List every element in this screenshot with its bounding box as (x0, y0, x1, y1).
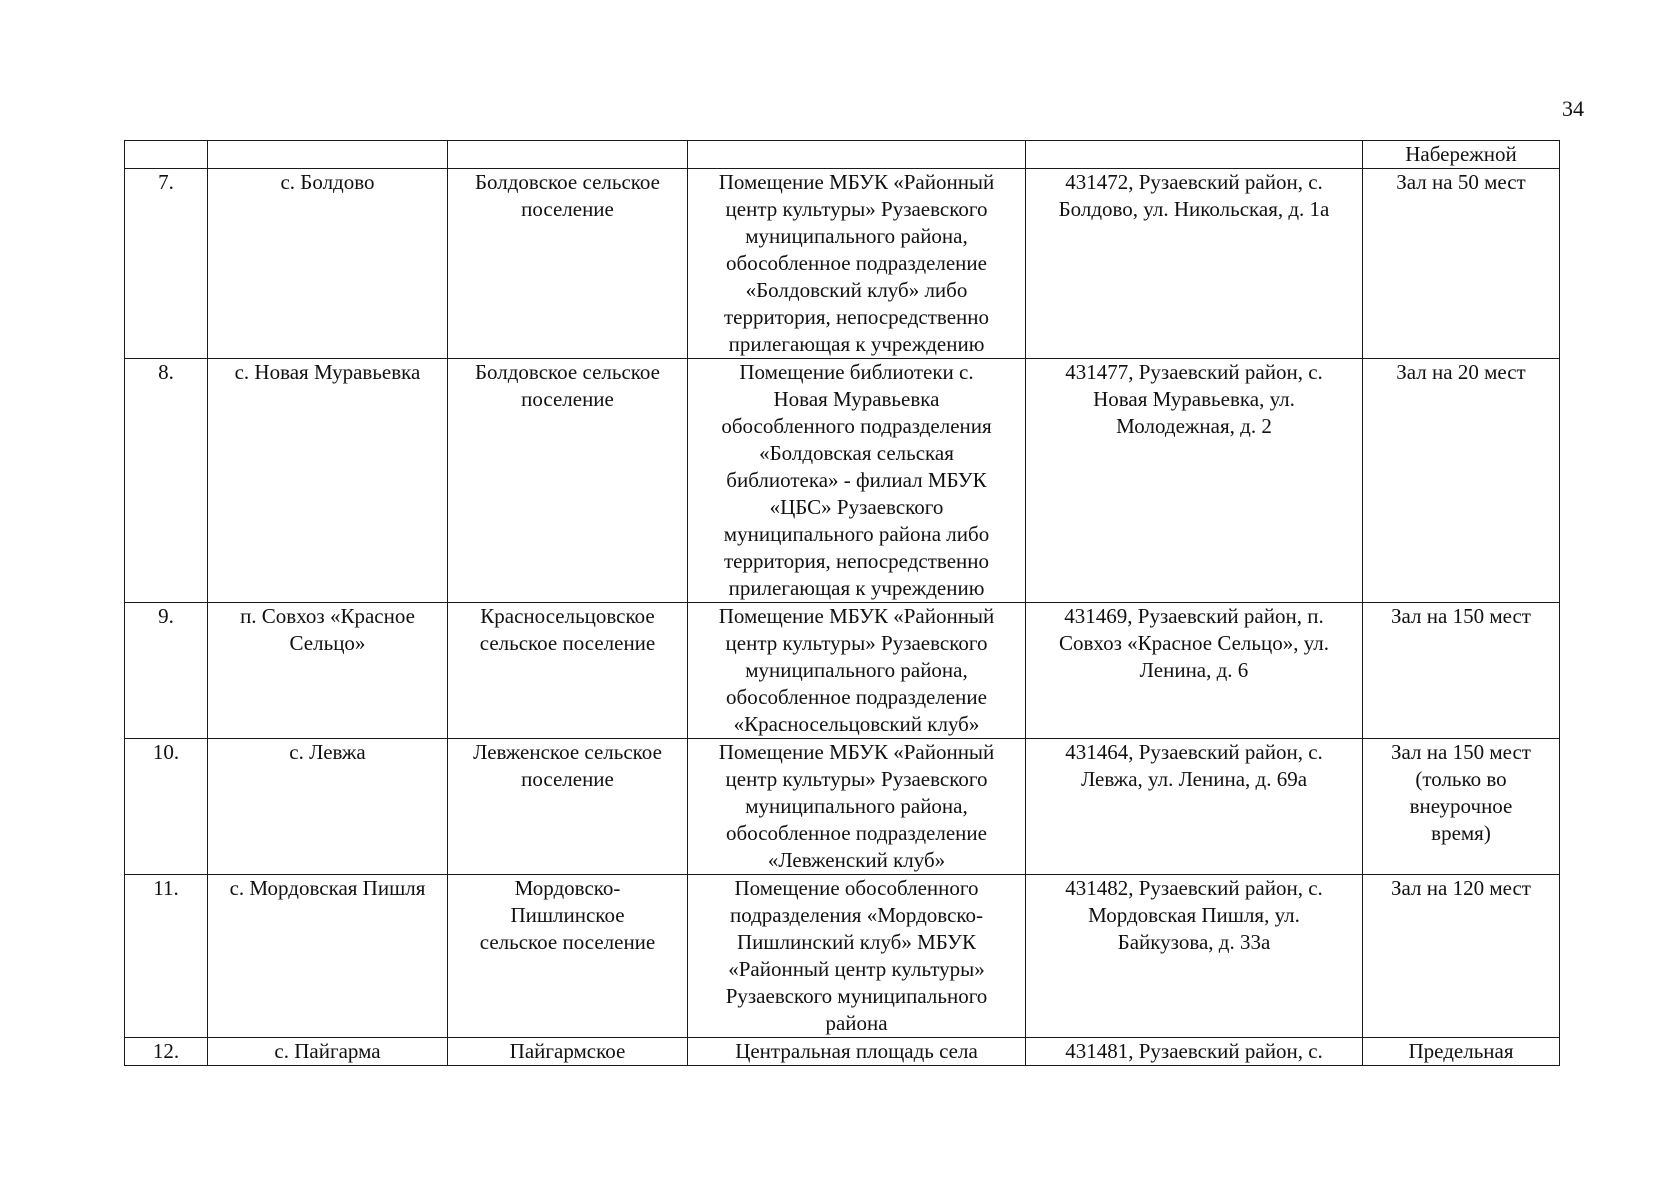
cell-num: 9. (125, 603, 208, 739)
table-row (125, 169, 1560, 359)
cell-address: 431472, Рузаевский район, с. Болдово, ул. Никольская, д. 1а (1026, 169, 1363, 359)
cell-num: 11. (125, 875, 208, 1038)
cell-venue: Центральная площадь села (688, 1038, 1026, 1066)
cell-capacity: Предельная (1363, 1038, 1560, 1066)
cell-settlement: Красносельцовское сельское поселение (448, 603, 688, 739)
cell-address: 431464, Рузаевский район, с. Левжа, ул. Ленина, д. 69а (1026, 739, 1363, 875)
cell-capacity: Зал на 50 мест (1363, 169, 1560, 359)
cell-settlement (448, 141, 688, 169)
cell-venue: Помещение МБУК «Районный центр культуры» Рузаевского муниципального района, обособленное подразделение «Левженский клуб» (688, 739, 1026, 875)
cell-num: 7. (125, 169, 208, 359)
cell-settlement: Пайгармское (448, 1038, 688, 1066)
cell-capacity: Зал на 20 мест (1363, 359, 1560, 603)
table-row-continuation (125, 141, 1560, 169)
cell-venue: Помещение библиотеки с. Новая Муравьевка обособленного подразделения «Болдовская сельская библиотека» - филиал МБУК «ЦБС» Рузаевского муниципального района либо территория, непосредственно прилегающая к учреждению (688, 359, 1026, 603)
cell-locality: с. Левжа (208, 739, 448, 875)
table-row (125, 739, 1560, 875)
cell-capacity: Зал на 150 мест (только во внеурочное время) (1363, 739, 1560, 875)
polling-places-table (124, 140, 1560, 1066)
cell-locality: с. Пайгарма (208, 1038, 448, 1066)
cell-venue: Помещение обособленного подразделения «Мордовско- Пишлинский клуб» МБУК «Районный центр культуры» Рузаевского муниципального района (688, 875, 1026, 1038)
cell-num: 8. (125, 359, 208, 603)
table-row (125, 603, 1560, 739)
cell-venue (688, 141, 1026, 169)
cell-locality (208, 141, 448, 169)
cell-venue: Помещение МБУК «Районный центр культуры» Рузаевского муниципального района, обособленное подразделение «Болдовский клуб» либо территория, непосредственно прилегающая к учреждению (688, 169, 1026, 359)
cell-num: 12. (125, 1038, 208, 1066)
cell-capacity: Зал на 120 мест (1363, 875, 1560, 1038)
cell-locality: п. Совхоз «Красное Сельцо» (208, 603, 448, 739)
cell-settlement: Болдовское сельское поселение (448, 169, 688, 359)
cell-num (125, 141, 208, 169)
cell-address (1026, 141, 1363, 169)
cell-address: 431481, Рузаевский район, с. (1026, 1038, 1363, 1066)
cell-capacity: Зал на 150 мест (1363, 603, 1560, 739)
table-row (125, 875, 1560, 1038)
cell-address: 431477, Рузаевский район, с. Новая Муравьевка, ул. Молодежная, д. 2 (1026, 359, 1363, 603)
table-row (125, 359, 1560, 603)
cell-capacity: Набережной (1363, 141, 1560, 169)
cell-settlement: Левженское сельское поселение (448, 739, 688, 875)
table-row (125, 1038, 1560, 1066)
cell-address: 431482, Рузаевский район, с. Мордовская Пишля, ул. Байкузова, д. 33а (1026, 875, 1363, 1038)
cell-venue: Помещение МБУК «Районный центр культуры» Рузаевского муниципального района, обособленное подразделение «Красносельцовский клуб» (688, 603, 1026, 739)
cell-locality: с. Новая Муравьевка (208, 359, 448, 603)
cell-locality: с. Болдово (208, 169, 448, 359)
page-number: 34 (1562, 96, 1584, 121)
cell-num: 10. (125, 739, 208, 875)
cell-address: 431469, Рузаевский район, п. Совхоз «Красное Сельцо», ул. Ленина, д. 6 (1026, 603, 1363, 739)
cell-locality: с. Мордовская Пишля (208, 875, 448, 1038)
cell-settlement: Болдовское сельское поселение (448, 359, 688, 603)
cell-settlement: Мордовско- Пишлинское сельское поселение (448, 875, 688, 1038)
